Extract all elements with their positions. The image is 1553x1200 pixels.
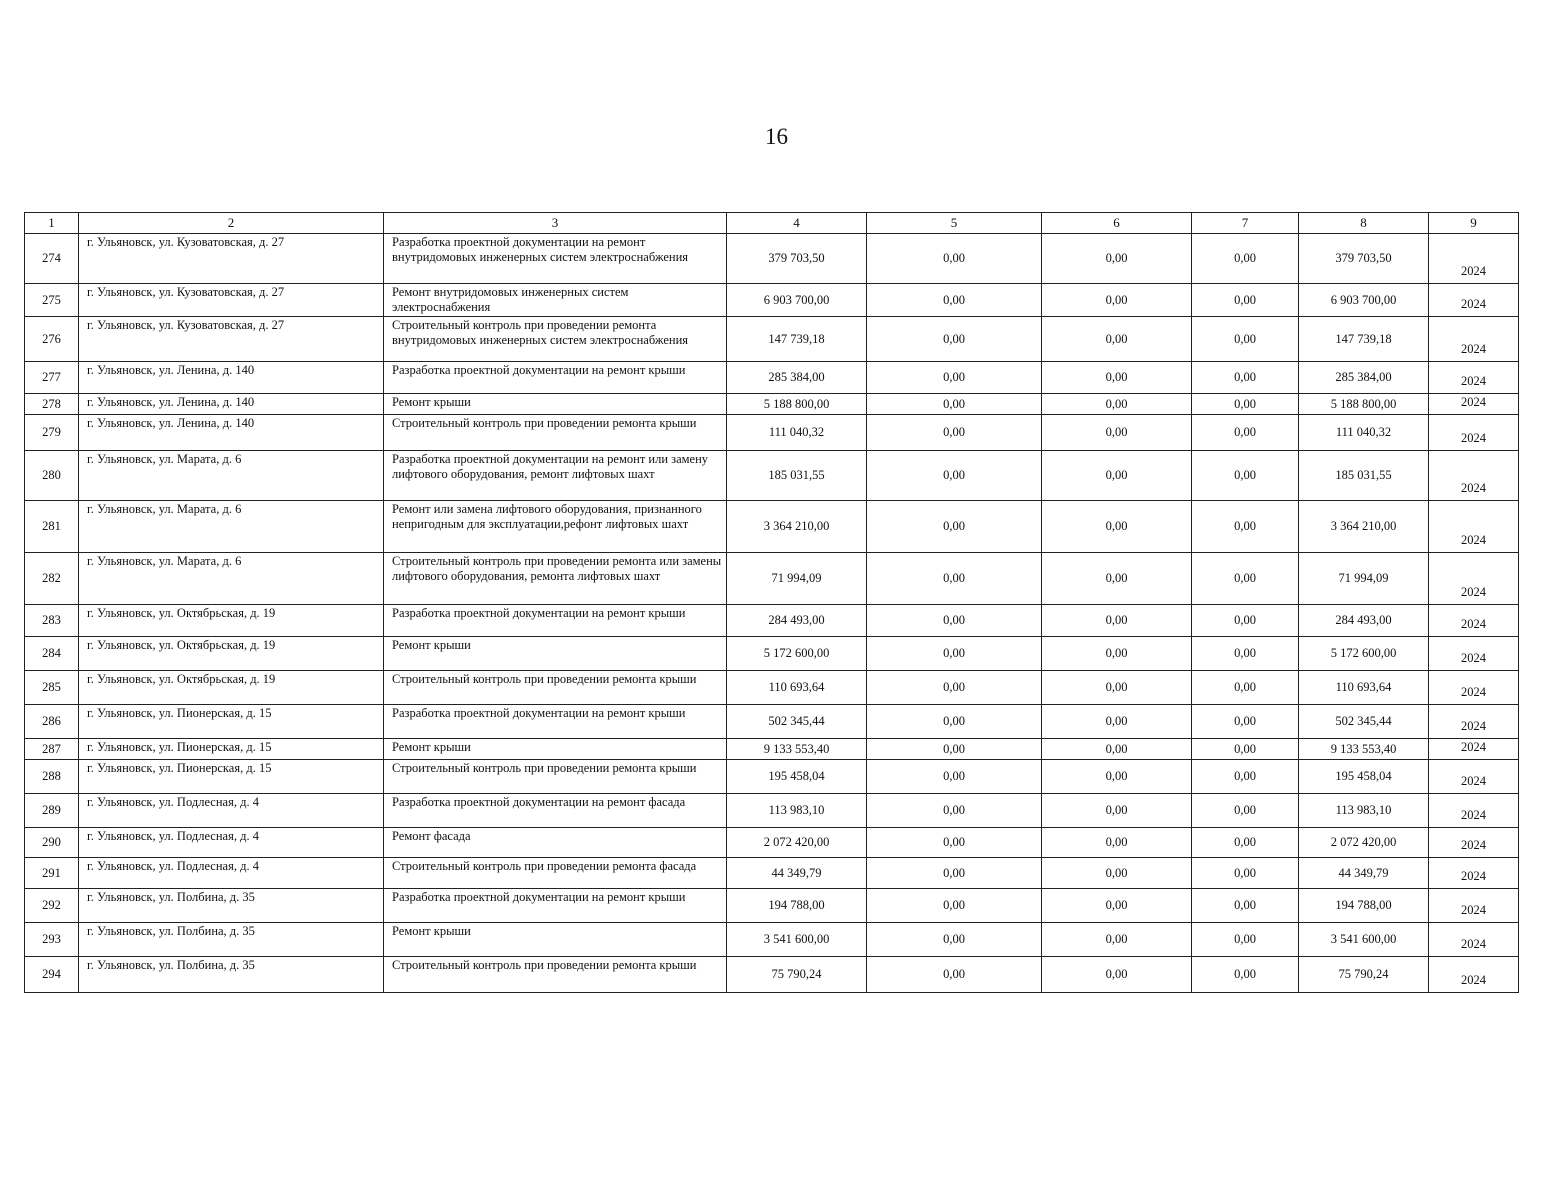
amount-col6-cell: 0,00 bbox=[1042, 671, 1192, 705]
year-cell: 2024 bbox=[1429, 923, 1519, 957]
table-row bbox=[25, 451, 1519, 501]
work-description-cell: Ремонт фасада bbox=[384, 828, 727, 858]
table-row bbox=[25, 317, 1519, 362]
page-number: 16 bbox=[765, 124, 788, 149]
amount-total-cell: 111 040,32 bbox=[727, 415, 867, 451]
table-row bbox=[25, 394, 1519, 415]
work-description-cell: Строительный контроль при проведении ремонта крыши bbox=[384, 760, 727, 794]
address-cell: г. Ульяновск, ул. Пионерская, д. 15 bbox=[79, 705, 384, 739]
amount-col5-cell: 0,00 bbox=[867, 317, 1042, 362]
amount-col7-cell: 0,00 bbox=[1192, 451, 1299, 501]
table-row bbox=[25, 234, 1519, 284]
row-number-cell: 274 bbox=[25, 234, 79, 284]
amount-col8-cell: 44 349,79 bbox=[1299, 858, 1429, 889]
year-cell: 2024 bbox=[1429, 553, 1519, 605]
amount-col6-cell: 0,00 bbox=[1042, 451, 1192, 501]
amount-col7-cell: 0,00 bbox=[1192, 553, 1299, 605]
amount-total-cell: 110 693,64 bbox=[727, 671, 867, 705]
amount-col8-cell: 71 994,09 bbox=[1299, 553, 1429, 605]
amount-total-cell: 194 788,00 bbox=[727, 889, 867, 923]
amount-col6-cell: 0,00 bbox=[1042, 957, 1192, 993]
address-cell: г. Ульяновск, ул. Полбина, д. 35 bbox=[79, 923, 384, 957]
amount-col6-cell: 0,00 bbox=[1042, 605, 1192, 637]
year-cell: 2024 bbox=[1429, 605, 1519, 637]
address-cell: г. Ульяновск, ул. Кузоватовская, д. 27 bbox=[79, 284, 384, 317]
amount-col8-cell: 110 693,64 bbox=[1299, 671, 1429, 705]
work-description-cell: Разработка проектной документации на ремонт крыши bbox=[384, 889, 727, 923]
address-cell: г. Ульяновск, ул. Подлесная, д. 4 bbox=[79, 828, 384, 858]
work-description-cell: Строительный контроль при проведении ремонта или замены лифтового оборудования, ремонта лифтовых шахт bbox=[384, 553, 727, 605]
amount-total-cell: 185 031,55 bbox=[727, 451, 867, 501]
address-cell: г. Ульяновск, ул. Марата, д. 6 bbox=[79, 451, 384, 501]
amount-col7-cell: 0,00 bbox=[1192, 284, 1299, 317]
amount-col5-cell: 0,00 bbox=[867, 637, 1042, 671]
year-cell: 2024 bbox=[1429, 671, 1519, 705]
work-description-cell: Разработка проектной документации на ремонт фасада bbox=[384, 794, 727, 828]
amount-col8-cell: 502 345,44 bbox=[1299, 705, 1429, 739]
year-cell: 2024 bbox=[1429, 705, 1519, 739]
table-row bbox=[25, 553, 1519, 605]
year-cell: 2024 bbox=[1429, 858, 1519, 889]
work-description-cell: Строительный контроль при проведении ремонта фасада bbox=[384, 858, 727, 889]
amount-col5-cell: 0,00 bbox=[867, 362, 1042, 394]
year-cell: 2024 bbox=[1429, 415, 1519, 451]
address-cell: г. Ульяновск, ул. Пионерская, д. 15 bbox=[79, 760, 384, 794]
amount-col6-cell: 0,00 bbox=[1042, 739, 1192, 760]
amount-col8-cell: 6 903 700,00 bbox=[1299, 284, 1429, 317]
amount-total-cell: 379 703,50 bbox=[727, 234, 867, 284]
year-cell: 2024 bbox=[1429, 394, 1519, 415]
row-number-cell: 277 bbox=[25, 362, 79, 394]
amount-col7-cell: 0,00 bbox=[1192, 394, 1299, 415]
table-row bbox=[25, 362, 1519, 394]
amount-col5-cell: 0,00 bbox=[867, 957, 1042, 993]
row-number-cell: 291 bbox=[25, 858, 79, 889]
amount-col7-cell: 0,00 bbox=[1192, 889, 1299, 923]
amount-col8-cell: 111 040,32 bbox=[1299, 415, 1429, 451]
row-number-cell: 293 bbox=[25, 923, 79, 957]
amount-col8-cell: 9 133 553,40 bbox=[1299, 739, 1429, 760]
amount-col5-cell: 0,00 bbox=[867, 889, 1042, 923]
budget-table bbox=[24, 212, 1519, 993]
amount-col8-cell: 194 788,00 bbox=[1299, 889, 1429, 923]
amount-col7-cell: 0,00 bbox=[1192, 637, 1299, 671]
amount-col6-cell: 0,00 bbox=[1042, 234, 1192, 284]
row-number-cell: 275 bbox=[25, 284, 79, 317]
amount-col6-cell: 0,00 bbox=[1042, 501, 1192, 553]
amount-total-cell: 147 739,18 bbox=[727, 317, 867, 362]
row-number-cell: 284 bbox=[25, 637, 79, 671]
year-cell: 2024 bbox=[1429, 828, 1519, 858]
table-row bbox=[25, 923, 1519, 957]
amount-col7-cell: 0,00 bbox=[1192, 317, 1299, 362]
header-cell: 8 bbox=[1299, 213, 1429, 234]
table-row bbox=[25, 671, 1519, 705]
row-number-cell: 279 bbox=[25, 415, 79, 451]
amount-col5-cell: 0,00 bbox=[867, 394, 1042, 415]
address-cell: г. Ульяновск, ул. Полбина, д. 35 bbox=[79, 957, 384, 993]
work-description-cell: Строительный контроль при проведении ремонта крыши bbox=[384, 957, 727, 993]
address-cell: г. Ульяновск, ул. Полбина, д. 35 bbox=[79, 889, 384, 923]
work-description-cell: Ремонт крыши bbox=[384, 637, 727, 671]
address-cell: г. Ульяновск, ул. Кузоватовская, д. 27 bbox=[79, 317, 384, 362]
row-number-cell: 282 bbox=[25, 553, 79, 605]
amount-col6-cell: 0,00 bbox=[1042, 637, 1192, 671]
table-row bbox=[25, 415, 1519, 451]
amount-total-cell: 75 790,24 bbox=[727, 957, 867, 993]
amount-col5-cell: 0,00 bbox=[867, 284, 1042, 317]
amount-total-cell: 9 133 553,40 bbox=[727, 739, 867, 760]
amount-col5-cell: 0,00 bbox=[867, 794, 1042, 828]
table-row bbox=[25, 828, 1519, 858]
table-row bbox=[25, 501, 1519, 553]
amount-col5-cell: 0,00 bbox=[867, 760, 1042, 794]
year-cell: 2024 bbox=[1429, 362, 1519, 394]
amount-col5-cell: 0,00 bbox=[867, 923, 1042, 957]
header-cell: 4 bbox=[727, 213, 867, 234]
table-row bbox=[25, 637, 1519, 671]
row-number-cell: 294 bbox=[25, 957, 79, 993]
amount-col6-cell: 0,00 bbox=[1042, 923, 1192, 957]
amount-total-cell: 71 994,09 bbox=[727, 553, 867, 605]
amount-col8-cell: 2 072 420,00 bbox=[1299, 828, 1429, 858]
table-row bbox=[25, 858, 1519, 889]
work-description-cell: Ремонт или замена лифтового оборудования, признанного непригодным для эксплуатации,рефонт лифтовых шахт bbox=[384, 501, 727, 553]
amount-col8-cell: 5 172 600,00 bbox=[1299, 637, 1429, 671]
work-description-cell: Ремонт крыши bbox=[384, 923, 727, 957]
work-description-cell: Разработка проектной документации на ремонт крыши bbox=[384, 605, 727, 637]
work-description-cell: Ремонт внутридомовых инженерных систем электроснабжения bbox=[384, 284, 727, 317]
address-cell: г. Ульяновск, ул. Ленина, д. 140 bbox=[79, 362, 384, 394]
work-description-cell: Строительный контроль при проведении ремонта внутридомовых инженерных систем электроснабжения bbox=[384, 317, 727, 362]
address-cell: г. Ульяновск, ул. Октябрьская, д. 19 bbox=[79, 605, 384, 637]
amount-col7-cell: 0,00 bbox=[1192, 794, 1299, 828]
amount-col5-cell: 0,00 bbox=[867, 739, 1042, 760]
amount-total-cell: 5 188 800,00 bbox=[727, 394, 867, 415]
amount-total-cell: 113 983,10 bbox=[727, 794, 867, 828]
amount-col8-cell: 147 739,18 bbox=[1299, 317, 1429, 362]
amount-total-cell: 502 345,44 bbox=[727, 705, 867, 739]
table-row bbox=[25, 705, 1519, 739]
row-number-cell: 283 bbox=[25, 605, 79, 637]
amount-col5-cell: 0,00 bbox=[867, 451, 1042, 501]
year-cell: 2024 bbox=[1429, 317, 1519, 362]
row-number-cell: 276 bbox=[25, 317, 79, 362]
year-cell: 2024 bbox=[1429, 451, 1519, 501]
header-cell: 7 bbox=[1192, 213, 1299, 234]
year-cell: 2024 bbox=[1429, 794, 1519, 828]
amount-total-cell: 2 072 420,00 bbox=[727, 828, 867, 858]
row-number-cell: 292 bbox=[25, 889, 79, 923]
row-number-cell: 288 bbox=[25, 760, 79, 794]
header-cell: 5 bbox=[867, 213, 1042, 234]
address-cell: г. Ульяновск, ул. Ленина, д. 140 bbox=[79, 415, 384, 451]
work-description-cell: Ремонт крыши bbox=[384, 739, 727, 760]
amount-total-cell: 284 493,00 bbox=[727, 605, 867, 637]
year-cell: 2024 bbox=[1429, 234, 1519, 284]
work-description-cell: Строительный контроль при проведении ремонта крыши bbox=[384, 415, 727, 451]
year-cell: 2024 bbox=[1429, 889, 1519, 923]
amount-col8-cell: 3 364 210,00 bbox=[1299, 501, 1429, 553]
header-cell: 3 bbox=[384, 213, 727, 234]
address-cell: г. Ульяновск, ул. Подлесная, д. 4 bbox=[79, 858, 384, 889]
year-cell: 2024 bbox=[1429, 760, 1519, 794]
amount-col7-cell: 0,00 bbox=[1192, 828, 1299, 858]
address-cell: г. Ульяновск, ул. Октябрьская, д. 19 bbox=[79, 637, 384, 671]
address-cell: г. Ульяновск, ул. Ленина, д. 140 bbox=[79, 394, 384, 415]
amount-col8-cell: 285 384,00 bbox=[1299, 362, 1429, 394]
amount-total-cell: 285 384,00 bbox=[727, 362, 867, 394]
header-cell: 2 bbox=[79, 213, 384, 234]
table-row bbox=[25, 794, 1519, 828]
amount-col6-cell: 0,00 bbox=[1042, 394, 1192, 415]
header-row bbox=[25, 213, 1519, 234]
amount-col5-cell: 0,00 bbox=[867, 858, 1042, 889]
amount-col5-cell: 0,00 bbox=[867, 671, 1042, 705]
amount-col7-cell: 0,00 bbox=[1192, 671, 1299, 705]
address-cell: г. Ульяновск, ул. Марата, д. 6 bbox=[79, 553, 384, 605]
header-cell: 9 bbox=[1429, 213, 1519, 234]
amount-col6-cell: 0,00 bbox=[1042, 889, 1192, 923]
amount-col8-cell: 5 188 800,00 bbox=[1299, 394, 1429, 415]
year-cell: 2024 bbox=[1429, 284, 1519, 317]
header-cell: 1 bbox=[25, 213, 79, 234]
amount-col6-cell: 0,00 bbox=[1042, 794, 1192, 828]
row-number-cell: 281 bbox=[25, 501, 79, 553]
amount-col6-cell: 0,00 bbox=[1042, 858, 1192, 889]
address-cell: г. Ульяновск, ул. Марата, д. 6 bbox=[79, 501, 384, 553]
table-row bbox=[25, 889, 1519, 923]
table-body bbox=[25, 234, 1519, 993]
table-row bbox=[25, 739, 1519, 760]
amount-col8-cell: 113 983,10 bbox=[1299, 794, 1429, 828]
amount-col7-cell: 0,00 bbox=[1192, 858, 1299, 889]
amount-col5-cell: 0,00 bbox=[867, 415, 1042, 451]
row-number-cell: 280 bbox=[25, 451, 79, 501]
amount-col7-cell: 0,00 bbox=[1192, 234, 1299, 284]
amount-col8-cell: 379 703,50 bbox=[1299, 234, 1429, 284]
amount-col5-cell: 0,00 bbox=[867, 828, 1042, 858]
amount-col6-cell: 0,00 bbox=[1042, 284, 1192, 317]
table-row bbox=[25, 957, 1519, 993]
amount-col6-cell: 0,00 bbox=[1042, 705, 1192, 739]
address-cell: г. Ульяновск, ул. Октябрьская, д. 19 bbox=[79, 671, 384, 705]
amount-col7-cell: 0,00 bbox=[1192, 923, 1299, 957]
work-description-cell: Разработка проектной документации на ремонт крыши bbox=[384, 362, 727, 394]
amount-col7-cell: 0,00 bbox=[1192, 362, 1299, 394]
amount-col7-cell: 0,00 bbox=[1192, 605, 1299, 637]
amount-col7-cell: 0,00 bbox=[1192, 957, 1299, 993]
amount-total-cell: 195 458,04 bbox=[727, 760, 867, 794]
year-cell: 2024 bbox=[1429, 739, 1519, 760]
amount-col7-cell: 0,00 bbox=[1192, 415, 1299, 451]
amount-col7-cell: 0,00 bbox=[1192, 501, 1299, 553]
amount-total-cell: 5 172 600,00 bbox=[727, 637, 867, 671]
amount-col5-cell: 0,00 bbox=[867, 605, 1042, 637]
work-description-cell: Строительный контроль при проведении ремонта крыши bbox=[384, 671, 727, 705]
row-number-cell: 285 bbox=[25, 671, 79, 705]
amount-col6-cell: 0,00 bbox=[1042, 362, 1192, 394]
amount-col5-cell: 0,00 bbox=[867, 705, 1042, 739]
header-cell: 6 bbox=[1042, 213, 1192, 234]
work-description-cell: Разработка проектной документации на ремонт внутридомовых инженерных систем электроснабжения bbox=[384, 234, 727, 284]
year-cell: 2024 bbox=[1429, 637, 1519, 671]
amount-col5-cell: 0,00 bbox=[867, 553, 1042, 605]
address-cell: г. Ульяновск, ул. Подлесная, д. 4 bbox=[79, 794, 384, 828]
amount-col8-cell: 195 458,04 bbox=[1299, 760, 1429, 794]
table-row bbox=[25, 760, 1519, 794]
amount-col7-cell: 0,00 bbox=[1192, 705, 1299, 739]
table-row bbox=[25, 605, 1519, 637]
table-row bbox=[25, 284, 1519, 317]
amount-col6-cell: 0,00 bbox=[1042, 760, 1192, 794]
year-cell: 2024 bbox=[1429, 501, 1519, 553]
amount-col8-cell: 284 493,00 bbox=[1299, 605, 1429, 637]
address-cell: г. Ульяновск, ул. Пионерская, д. 15 bbox=[79, 739, 384, 760]
year-cell: 2024 bbox=[1429, 957, 1519, 993]
amount-col7-cell: 0,00 bbox=[1192, 739, 1299, 760]
row-number-cell: 290 bbox=[25, 828, 79, 858]
amount-col6-cell: 0,00 bbox=[1042, 415, 1192, 451]
row-number-cell: 289 bbox=[25, 794, 79, 828]
amount-col7-cell: 0,00 bbox=[1192, 760, 1299, 794]
work-description-cell: Ремонт крыши bbox=[384, 394, 727, 415]
amount-col6-cell: 0,00 bbox=[1042, 828, 1192, 858]
amount-total-cell: 6 903 700,00 bbox=[727, 284, 867, 317]
amount-total-cell: 3 364 210,00 bbox=[727, 501, 867, 553]
work-description-cell: Разработка проектной документации на ремонт или замену лифтового оборудования, ремонт лифтовых шахт bbox=[384, 451, 727, 501]
row-number-cell: 287 bbox=[25, 739, 79, 760]
amount-total-cell: 44 349,79 bbox=[727, 858, 867, 889]
address-cell: г. Ульяновск, ул. Кузоватовская, д. 27 bbox=[79, 234, 384, 284]
amount-col6-cell: 0,00 bbox=[1042, 553, 1192, 605]
amount-total-cell: 3 541 600,00 bbox=[727, 923, 867, 957]
amount-col8-cell: 3 541 600,00 bbox=[1299, 923, 1429, 957]
work-description-cell: Разработка проектной документации на ремонт крыши bbox=[384, 705, 727, 739]
amount-col6-cell: 0,00 bbox=[1042, 317, 1192, 362]
amount-col8-cell: 75 790,24 bbox=[1299, 957, 1429, 993]
row-number-cell: 278 bbox=[25, 394, 79, 415]
amount-col8-cell: 185 031,55 bbox=[1299, 451, 1429, 501]
row-number-cell: 286 bbox=[25, 705, 79, 739]
amount-col5-cell: 0,00 bbox=[867, 234, 1042, 284]
amount-col5-cell: 0,00 bbox=[867, 501, 1042, 553]
